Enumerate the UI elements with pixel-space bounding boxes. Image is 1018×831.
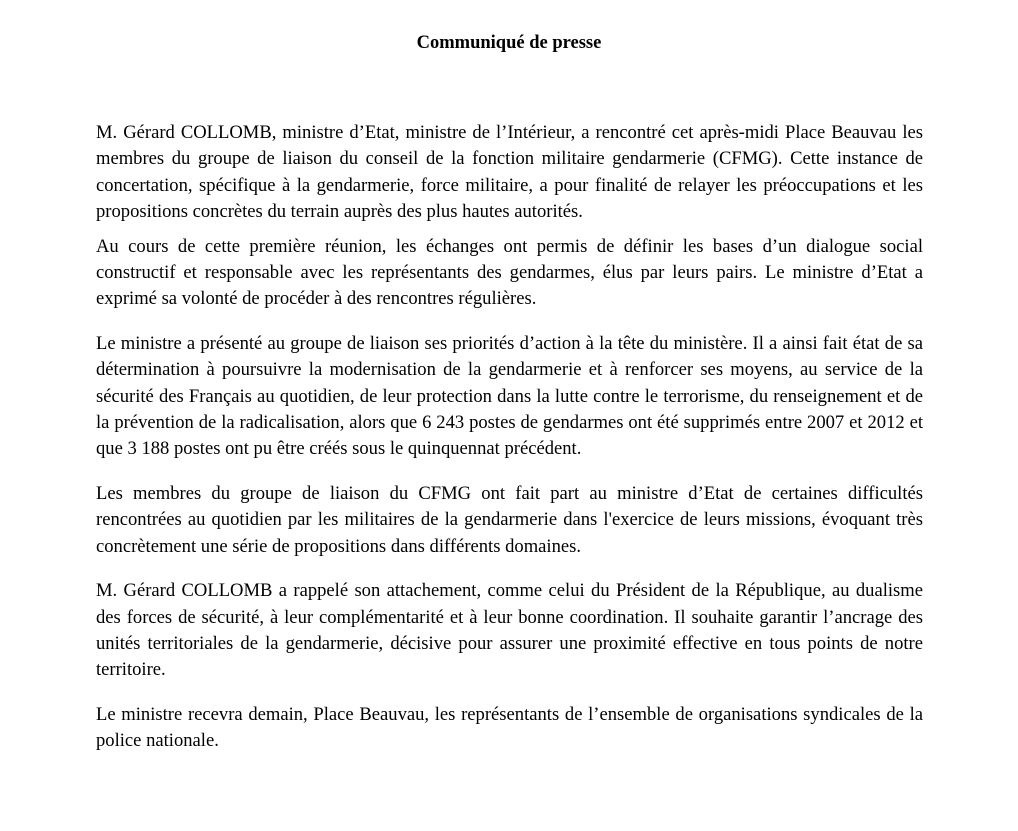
paragraph-social-dialogue: Au cours de cette première réunion, les échanges ont permis de définir les bases d’un dialogue social constructif et responsable avec les représentants des gendarmes, élus par leurs pairs. Le ministre d’Etat a exprimé sa volonté de procéder à des rencontres régulières. [96,235,923,310]
paragraph-meeting-intro: M. Gérard COLLOMB, ministre d’Etat, ministre de l’Intérieur, a rencontré cet après-midi Place Beauvau les membres du groupe de liaison du conseil de la fonction militaire gendarmerie (CFMG). Cette instance de concertation, spécifique à la gendarmerie, force militaire, a pour finalité de relayer les préoccupations et les propositions concrètes du terrain auprès des plus hautes autorités. [96,122,923,223]
paragraph-dualism: M. Gérard COLLOMB a rappelé son attachement, comme celui du Président de la République, au dualisme des forces de sécurité, à leur complémentarité et à leur bonne coordination. Il souhaite garantir l’ancrage des unités territoriales de la gendarmerie, décisive pour assurer une proximité effective en tous points de notre territoire. [96,580,923,681]
paragraph-difficulties: Les membres du groupe de liaison du CFMG ont fait part au ministre d’Etat de certaines difficultés rencontrées au quotidien par les militaires de la gendarmerie dans l'exercice de leurs missions, évoquant très concrètement une série de propositions dans différents domaines. [96,482,923,557]
paragraph-unions-meeting: Le ministre recevra demain, Place Beauvau, les représentants de l’ensemble de organisations syndicales de la police nationale. [96,703,923,752]
document-body [96,120,923,755]
document-title: Communiqué de presse [416,33,602,53]
paragraph-priorities: Le ministre a présenté au groupe de liaison ses priorités d’action à la tête du ministère. Il a ainsi fait état de sa détermination à poursuivre la modernisation de la gendarmerie et à renforcer ses moyens, au service de la sécurité des Français au quotidien, de leur protection dans la lutte contre le terrorisme, du renseignement et de la prévention de la radicalisation, alors que 6 243 postes de gendarmes ont été supprimés entre 2007 et 2012 et que 3 188 postes ont pu être créés sous le quinquennat précédent. [96,332,923,460]
